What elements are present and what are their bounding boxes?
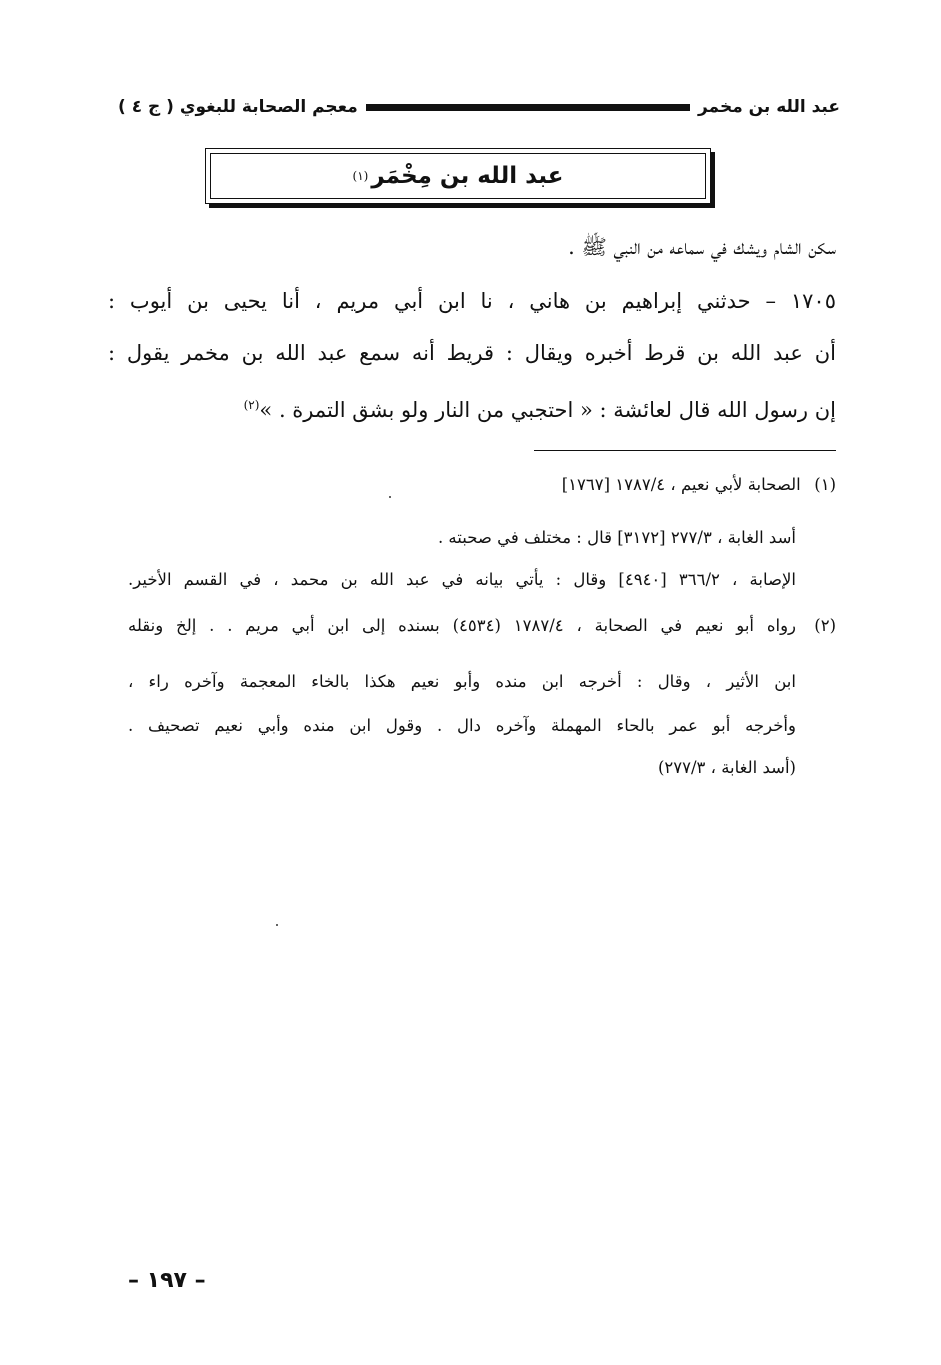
header-book-title: معجم الصحابة للبغوي ( ج ٤ ) <box>118 97 358 117</box>
footnote-1-line-3: الإصابة ، ٣٦٦/٢ [٤٩٤٠] وقال : يأتي بيانه في عبد الله بن محمد ، في القسم الأخير. <box>128 570 796 589</box>
hadith-text: إن رسول الله قال لعائشة : « احتجبي من النار ولو بشق التمرة . » <box>259 398 836 422</box>
chapter-title: عبد الله بن مِخْمَر <box>371 163 564 189</box>
footnote-1-line-2: أسد الغابة ، ٢٧٧/٣ [٣١٧٢] قال : مختلف في صحبته . <box>437 528 796 547</box>
scan-speck <box>276 924 278 926</box>
body-line-1: سكن الشام ويشك في سماعه من النبي ﷺ . <box>568 235 836 259</box>
footnote-2-text-1: رواه أبو نعيم في الصحابة ، ١٧٨٧/٤ (٤٥٣٤) بسنده إلى ابن أبي مريم . . إلخ ونقله <box>128 616 796 635</box>
running-header <box>118 92 840 122</box>
body-line-4 <box>244 390 836 425</box>
footnote-1-text-1: الصحابة لأبي نعيم ، ١٧٨٧/٤ [١٧٦٧] <box>561 475 801 494</box>
scan-speck <box>389 496 391 498</box>
header-section-title: عبد الله بن مخمر <box>697 97 840 117</box>
footnote-separator <box>534 450 836 451</box>
footnote-2-line-4: (أسد الغابة ، ٢٧٧/٣) <box>657 758 796 777</box>
footnote-1-number: (١) <box>814 475 836 494</box>
title-footnote-ref: (١) <box>352 169 369 183</box>
footnote-2-number: (٢) <box>814 616 836 635</box>
body-line-2: ١٧٠٥ – حدثني إبراهيم بن هاني ، نا ابن أبي مريم ، أنا يحيى بن أيوب : <box>108 289 836 313</box>
footnote-2-line-3: وأخرجه أبو عمر بالحاء المهملة وآخره دال . وقول ابن منده وأبي نعيم تصحيف . <box>128 716 796 735</box>
footnote-1-line-1 <box>562 473 836 497</box>
chapter-title-inner-frame <box>210 153 706 199</box>
footnote-2-line-1 <box>128 614 836 638</box>
header-rule <box>366 104 690 111</box>
footnote-2-line-2: ابن الأثير ، وقال : أخرجه ابن منده وأبو نعيم هكذا بالخاء المعجمة وآخره راء ، <box>128 672 796 691</box>
body-line-3: أن عبد الله بن قرط أخبره ويقال : قريط أنه سمع عبد الله بن مخمر يقول : <box>108 341 836 365</box>
hadith-footnote-ref: (٢) <box>243 398 260 412</box>
chapter-title-box <box>205 148 711 204</box>
page-number: – ١٩٧ – <box>128 1268 206 1293</box>
